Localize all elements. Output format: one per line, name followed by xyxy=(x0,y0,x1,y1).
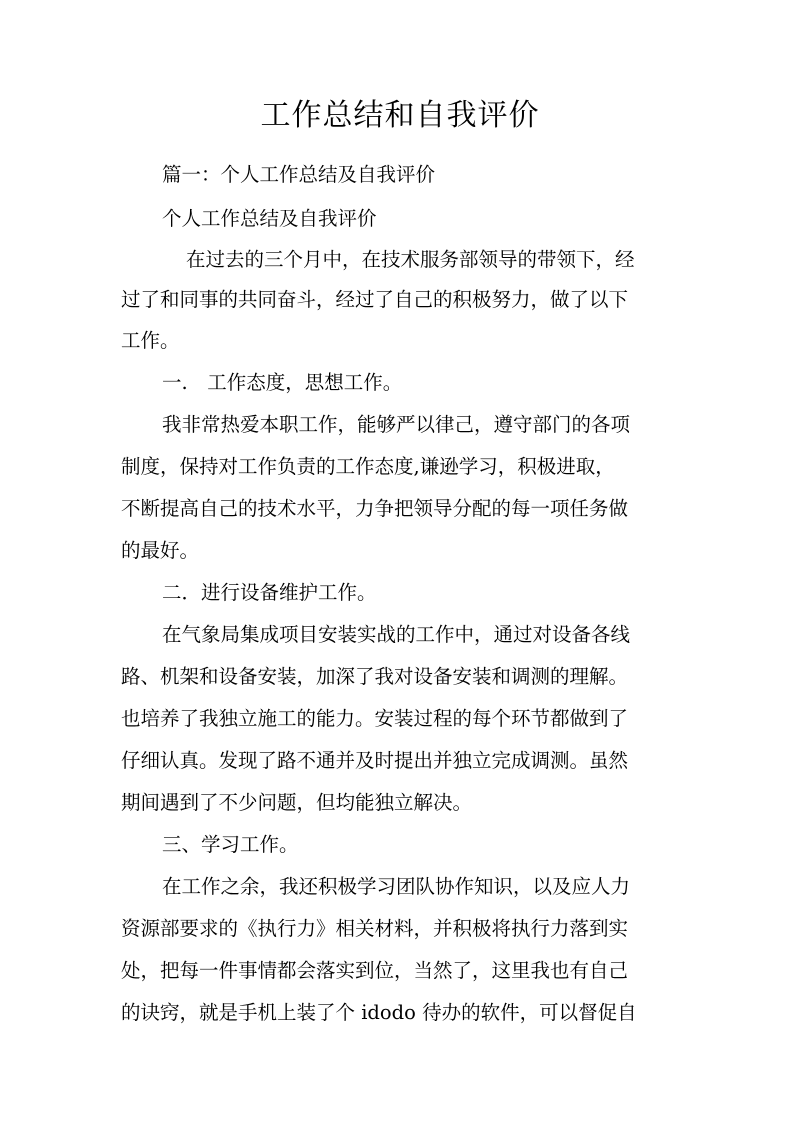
section-heading: 篇一：个人工作总结及自我评价 xyxy=(162,163,436,186)
item3-body-line: 的诀窍，就是手机上装了个 idodo 待办的软件，可以督促自 xyxy=(121,1001,637,1024)
item3-body-line: 资源部要求的《执行力》相关材料，并积极将执行力落到实 xyxy=(121,917,629,940)
item2-body-line: 路、机架和设备安装，加深了我对设备安装和调测的理解。 xyxy=(121,665,629,688)
item1-body-line: 的最好。 xyxy=(121,539,200,562)
item3-body-line: 处，把每一件事情都会落实到位，当然了，这里我也有自己 xyxy=(121,959,629,982)
item3-body-line: 在工作之余，我还积极学习团队协作知识，以及应人力 xyxy=(162,875,631,898)
item3-heading: 三、学习工作。 xyxy=(162,833,299,856)
intro-line: 工作。 xyxy=(121,329,180,352)
item1-heading: 一. 工作态度，思想工作。 xyxy=(162,371,403,394)
document-title: 工作总结和自我评价 xyxy=(260,98,540,133)
subtitle: 个人工作总结及自我评价 xyxy=(162,207,377,230)
intro-line: 过了和同事的共同奋斗，经过了自己的积极努力，做了以下 xyxy=(121,288,629,311)
item2-body-line: 仔细认真。发现了路不通并及时提出并独立完成调测。虽然 xyxy=(121,749,629,772)
item2-heading: 二．进行设备维护工作。 xyxy=(162,581,377,604)
item1-body-line: 制度，保持对工作负责的工作态度,谦逊学习，积极进取， xyxy=(121,455,615,478)
item1-body-line: 不断提高自己的技术水平，力争把领导分配的每一项任务做 xyxy=(121,497,629,520)
item2-body-line: 也培养了我独立施工的能力。安装过程的每个环节都做到了 xyxy=(121,707,629,730)
item2-body-line: 期间遇到了不少问题，但均能独立解决。 xyxy=(121,791,473,814)
intro-line: 在过去的三个月中，在技术服务部领导的带领下，经 xyxy=(186,248,635,271)
item1-body-line: 我非常热爱本职工作，能够严以律己，遵守部门的各项 xyxy=(162,413,631,436)
item2-body-line: 在气象局集成项目安装实战的工作中，通过对设备各线 xyxy=(162,623,631,646)
